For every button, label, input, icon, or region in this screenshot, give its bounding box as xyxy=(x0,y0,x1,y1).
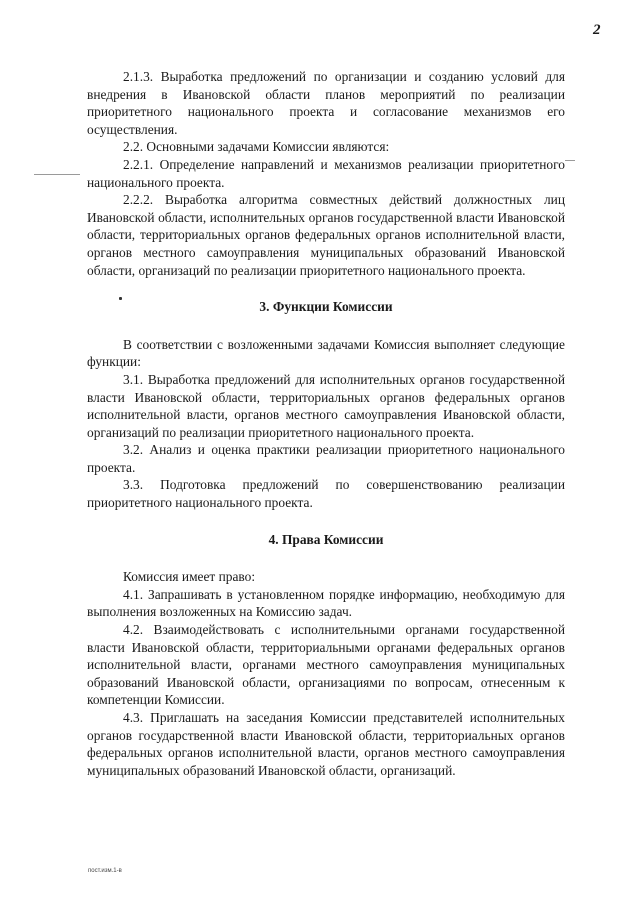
scan-mark-left xyxy=(34,174,80,175)
page-number: 2 xyxy=(593,22,601,38)
paragraph-4-2: 4.2. Взаимодействовать с исполнительными органами государственной власти Ивановской области, территориальными органами федеральных органов исполнительной власти, органами местного самоуправления муниципальных образований Ивановской области, организациями по вопросам, отнесенным к компетенции Комиссии. xyxy=(87,622,565,708)
paragraph-2-2: 2.2. Основными задачами Комиссии являются: xyxy=(123,139,390,155)
paragraph-3-3: 3.3. Подготовка предложений по совершенствованию реализации приоритетного национального проекта. xyxy=(87,477,565,511)
paragraph-2-2-2: 2.2.2. Выработка алгоритма совместных действий должностных лиц Ивановской области, исполнительных органов государственной власти Ивановской области, территориальных органов федеральных органов исполнительной власти, органов местного самоуправления муниципальных образований Ивановской области, организаций по реализации приоритетного национального проекта. xyxy=(87,192,565,278)
section-3-heading: 3. Функции Комиссии xyxy=(259,299,393,315)
paragraph-2-2-1: 2.2.1. Определение направлений и механизмов реализации приоритетного национального проекта. xyxy=(87,156,565,190)
document-body xyxy=(87,68,565,779)
scan-mark-right xyxy=(565,160,575,161)
section-4-intro: Комиссия имеет право: xyxy=(123,569,256,585)
paragraph-3-2: 3.2. Анализ и оценка практики реализации приоритетного национального проекта. xyxy=(87,442,565,475)
section-4-heading: 4. Права Комиссии xyxy=(268,531,384,547)
paragraph-3-1: 3.1. Выработка предложений для исполнительных органов государственной власти Ивановской области, территориальных органов федеральных органов исполнительной власти, органов местного самоуправления Ивановской области, организаций по реализации приоритетного национального проекта. xyxy=(87,371,565,440)
footer-file-code: пост.изм.1-в xyxy=(88,868,122,874)
paragraph-2-1-3: 2.1.3. Выработка предложений по организации и созданию условий для внедрения в Ивановской области планов мероприятий по реализации приоритетного национального проекта и согласование механизмов его осуществления. xyxy=(87,69,565,137)
section-3-intro: В соответствии с возложенными задачами Комиссия выполняет следующие функции: xyxy=(87,336,565,370)
paragraph-4-1: 4.1. Запрашивать в установленном порядке информацию, необходимую для выполнения возложенных на Комиссию задач. xyxy=(87,586,565,620)
paragraph-4-3: 4.3. Приглашать на заседания Комиссии представителей исполнительных органов государственной власти Ивановской области, территориальных органов федеральных органов исполнительной власти, органов местного самоуправления муниципальных образований Ивановской области, организаций. xyxy=(87,710,565,778)
